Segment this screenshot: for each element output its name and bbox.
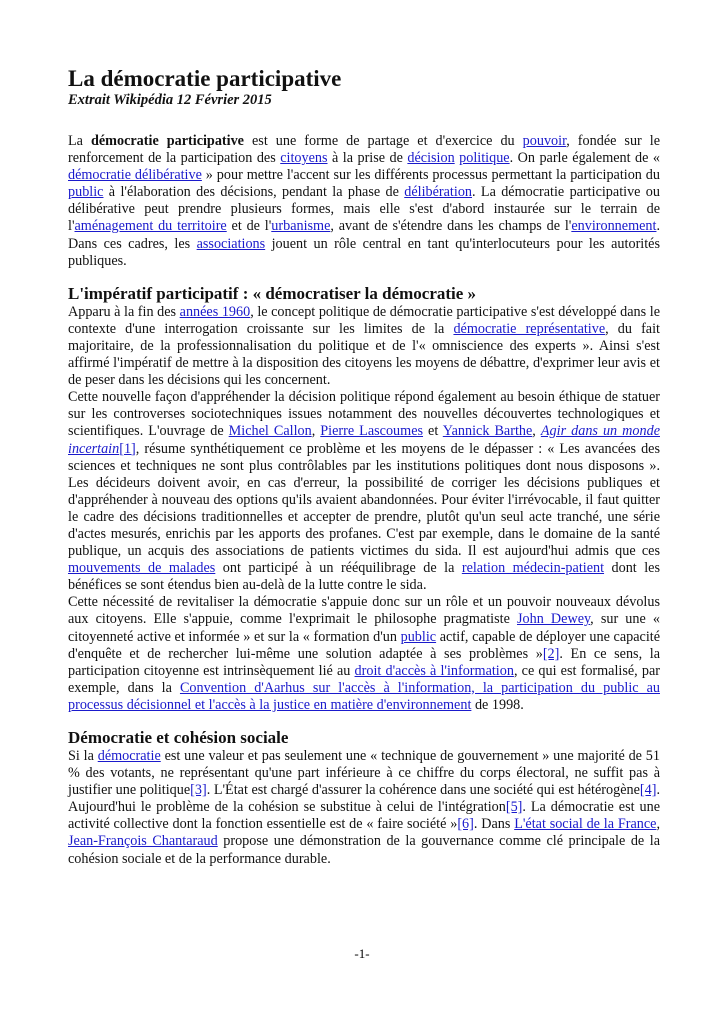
text: , <box>311 423 321 440</box>
link-ref-1[interactable]: [1] <box>119 440 136 457</box>
text: à la prise de <box>327 150 408 167</box>
text: jouent un rôle central en tant qu'interlocuteurs pour les autorités publiques. <box>68 235 660 269</box>
link-droit-acces-information[interactable]: droit d'accès à l'information <box>354 662 514 679</box>
link-ref-6[interactable]: [6] <box>457 816 474 833</box>
link-agir-monde-incertain[interactable]: Agir dans un monde incertain <box>68 423 660 457</box>
link-relation-medecin-patient[interactable]: relation médecin-patient <box>461 560 605 577</box>
link-john-dewey[interactable]: John Dewey <box>516 611 591 628</box>
link-annees-1960[interactable]: années 1960 <box>179 303 251 320</box>
text: est une valeur et pas seulement une « technique de gouvernement » une majorité de 51 % des votants, ne représentant qu'une part inférieure à ce chiffre du corps électoral, ne suffit pas à justifier une politique <box>68 748 660 799</box>
text: » pour mettre l'accent sur les différents processus permettant la participation du <box>201 167 660 184</box>
text: ont participé à un rééquilibrage de la <box>215 560 462 577</box>
link-mouvements-malades[interactable]: mouvements de malades <box>68 560 216 577</box>
text: , <box>656 816 660 833</box>
link-deliberation[interactable]: délibération <box>404 184 473 201</box>
text: Si la <box>68 748 98 764</box>
text: . La démocratie participative ou délibérative peut prendre plusieurs formes, mais elle s'est d'abord instaurée sur le terrain de l' <box>68 184 660 235</box>
text: . L'État est chargé d'assurer la cohérence dans une société qui est hétérogène <box>206 782 640 799</box>
section-heading-imperatif: L'impératif participatif : « démocratiser la démocratie » <box>68 283 477 303</box>
text: actif, capable de déployer une capacité d'enquête et de rechercher lui-même une solution adaptée à ses problèmes » <box>68 628 660 662</box>
text: dont les bénéfices se sont étendus bien au-delà de la lutte contre le sida. <box>68 560 660 594</box>
link-michel-callon[interactable]: Michel Callon <box>228 423 312 440</box>
text: et <box>423 423 443 440</box>
link-urbanisme[interactable]: urbanisme <box>271 218 331 235</box>
link-ref-2[interactable]: [2] <box>542 645 560 662</box>
text: , ce qui est formalisé, par exemple, dans la <box>68 662 660 696</box>
intro-paragraph <box>68 133 660 270</box>
link-environnement[interactable]: environnement <box>571 218 657 235</box>
link-public[interactable]: public <box>68 184 104 201</box>
link-convention-aarhus[interactable]: Convention d'Aarhus sur l'accès à l'information, la participation du public au processus décisionnel et l'accès à la justice en matière d'environnement <box>68 679 660 713</box>
section1-paragraph-3 <box>68 594 660 714</box>
page-title: La démocratie participative <box>68 66 342 91</box>
link-politique[interactable]: politique <box>459 150 510 167</box>
link-yannick-barthe[interactable]: Yannick Barthe <box>442 423 533 440</box>
link-pouvoir[interactable]: pouvoir <box>522 133 567 149</box>
link-ref-4[interactable]: [4] <box>639 782 657 799</box>
link-etat-social-france[interactable]: L'état social de la France <box>514 816 657 833</box>
text: . Dans ces cadres, les <box>68 218 660 252</box>
link-democratie[interactable]: démocratie <box>97 748 161 764</box>
text: . Aujourd'hui le problème de la cohésion se substitue à celui de l'intégration <box>68 782 660 816</box>
link-jean-francois-chantaraud[interactable]: Jean-François Chantaraud <box>68 833 218 850</box>
section1-paragraph-1 <box>68 304 660 389</box>
link-citoyens[interactable]: citoyens <box>280 150 328 167</box>
link-associations[interactable]: associations <box>196 235 266 252</box>
section1-paragraph-2 <box>68 389 660 594</box>
link-democratie-representative[interactable]: démocratie représentative <box>453 320 606 337</box>
text: , résume synthétiquement ce problème et les moyens de le dépasser : « Les avancées des sciences et techniques ne sont plus contrôlables par les institutions politiques dont nous disposons ». Les décideurs doivent avoir, en cas d'erreur, la possibilité de corriger les décisions publiques et d'appréhender à nouveau des options qu'ils avaient abandonnées. Pour éviter l'irrévocable, il faut quitter le cadre des décisions traditionnelles et accepter de prendre, plutôt qu'un seul acte tranché, une série d'actes mesurés, enrichis par les apports des profanes. C'est par exemple, dans le domaine de la santé publique, un acquis des associations de patients victimes du sida. Il est aujourd'hui admis que ces <box>68 440 660 560</box>
section-heading-cohesion: Démocratie et cohésion sociale <box>68 728 289 747</box>
link-pierre-lascoumes[interactable]: Pierre Lascoumes <box>320 423 424 440</box>
text: . On parle également de « <box>509 150 660 167</box>
text: et de l' <box>226 218 272 235</box>
link-decision[interactable]: décision <box>407 150 455 167</box>
text: est une forme de partage et d'exercice du <box>243 133 523 149</box>
text: . Dans <box>473 816 515 833</box>
text: Apparu à la fin des <box>68 303 180 320</box>
section2-paragraph-1 <box>68 748 660 868</box>
link-public-2[interactable]: public <box>400 628 437 645</box>
page-number: -1- <box>354 946 370 961</box>
text: . En ce sens, la participation citoyenne est intrinsèquement lié au <box>68 645 660 679</box>
link-ref-3[interactable]: [3] <box>190 782 207 799</box>
document-page <box>68 66 660 868</box>
text: , le concept politique de démocratie participative s'est développé dans le contexte d'une interrogation croissante sur les limites de la <box>68 303 660 337</box>
bold-term: démocratie participative <box>90 133 244 149</box>
text: . La démocratie est une activité collective dont la fonction essentielle est de « faire société » <box>68 799 660 833</box>
text: , sur une « citoyenneté active et informée » et sur la « formation d'un <box>68 611 660 645</box>
text: Cette nécessité de revitaliser la démocratie s'appuie donc sur un rôle et un pouvoir nouveaux dévolus aux citoyens. Elle s'appuie, comme l'exprimait le philosophe pragmatiste <box>68 594 660 628</box>
link-democratie-deliberative[interactable]: démocratie délibérative <box>68 167 202 184</box>
text: à l'élaboration des décisions, pendant la phase de <box>103 184 405 201</box>
text: , fondée sur le renforcement de la participation des <box>68 133 661 167</box>
text: , <box>532 423 541 440</box>
text: , avant de s'étendre dans les champs de l' <box>330 218 572 235</box>
text: , du fait majoritaire, de la professionnalisation du politique et de l'« omniscience des experts ». Ainsi s'est affirmé l'impératif de mettre à la disposition des citoyens les moyens de débattre, d'exprimer leur avis et de peser dans les décisions qui les concernent. <box>68 320 660 389</box>
text: Cette nouvelle façon d'appréhender la décision politique répond également au besoin éthique de statuer sur les controverses sociotechniques issues notamment des nouvelles découvertes technologiques et scientifiques. L'ouvrage de <box>68 389 660 440</box>
link-amenagement-territoire[interactable]: aménagement du territoire <box>74 218 227 235</box>
text: La <box>68 133 91 149</box>
text: de 1998. <box>471 696 524 713</box>
link-ref-5[interactable]: [5] <box>505 799 523 816</box>
text: propose une démonstration de la gouvernance comme clé principale de la cohésion sociale et de la performance durable. <box>68 833 660 867</box>
subtitle: Extrait Wikipédia 12 Février 2015 <box>68 92 272 108</box>
